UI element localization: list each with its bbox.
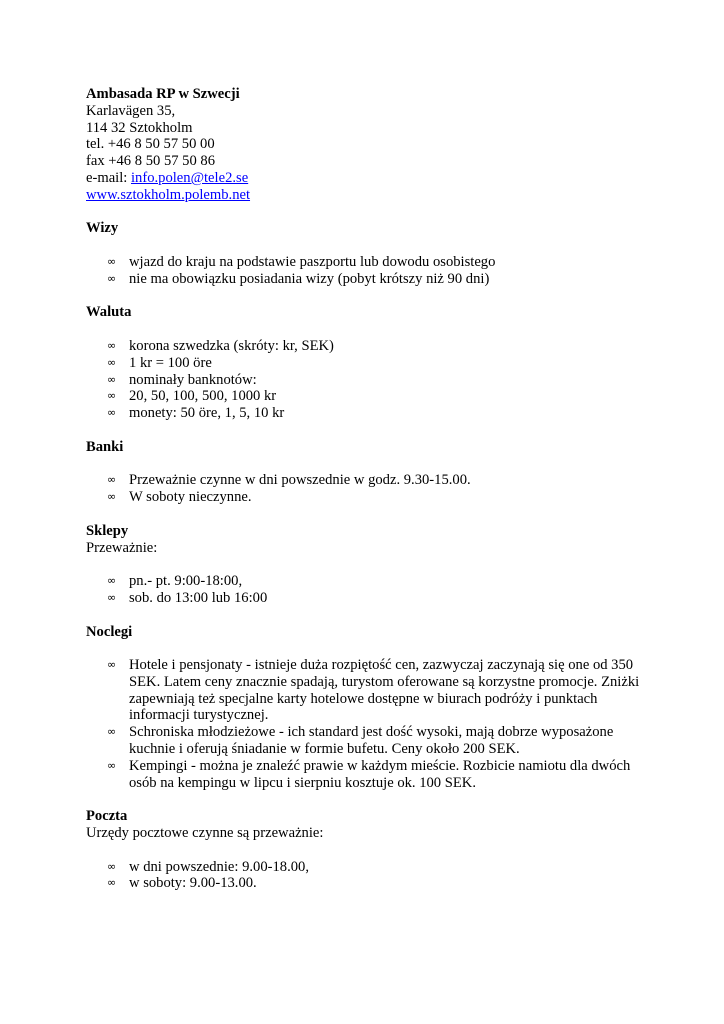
section-banki xyxy=(86,439,646,506)
list-item xyxy=(86,875,646,892)
list-item-text: nominały banknotów: xyxy=(129,371,257,388)
bullet-icon: ∞ xyxy=(107,658,117,672)
list-item xyxy=(86,271,646,288)
bullet-icon: ∞ xyxy=(107,254,117,268)
list-item xyxy=(86,254,646,271)
section-heading-poczta: Poczta xyxy=(86,808,128,825)
section-sklepy xyxy=(86,523,646,607)
bullet-icon: ∞ xyxy=(107,725,117,739)
section-intro-sklepy: Przeważnie: xyxy=(86,539,158,556)
bullet-icon: ∞ xyxy=(107,355,117,369)
list-item-text: pn.- pt. 9:00-18:00, xyxy=(129,573,243,590)
section-intro-poczta: Urzędy pocztowe czynne są przeważnie: xyxy=(86,825,324,842)
list-sklepy xyxy=(86,573,646,607)
list-item xyxy=(86,472,646,489)
bullet-icon: ∞ xyxy=(107,876,117,890)
section-heading-banki: Banki xyxy=(86,438,124,455)
section-heading-wizy: Wizy xyxy=(86,220,119,237)
list-item-text: w soboty: 9.00-13.00. xyxy=(129,875,257,892)
list-item-text: 20, 50, 100, 500, 1000 kr xyxy=(129,388,277,405)
list-item-text: korona szwedzka (skróty: kr, SEK) xyxy=(129,337,334,354)
list-item xyxy=(86,859,646,876)
list-item xyxy=(86,338,646,355)
city-address: 114 32 Sztokholm xyxy=(86,119,193,136)
list-item-text: wjazd do kraju na podstawie paszportu lub dowodu osobistego xyxy=(129,253,496,270)
section-waluta xyxy=(86,304,646,422)
list-item xyxy=(86,489,646,506)
list-item-text: Hotele i pensjonaty - istnieje duża rozpiętość cen, zazwyczaj zaczynają się one od 350 SEK. Latem ceny znacznie spadają, turystom oferowane są korzystne promocje. Zniżki zapewniają też specjalne karty hotelowe dostępne w biurach podróży i punktach informacji turystycznej. xyxy=(129,657,640,724)
bullet-icon: ∞ xyxy=(107,271,117,285)
section-wizy xyxy=(86,220,646,287)
list-poczta xyxy=(86,859,646,893)
section-heading-waluta: Waluta xyxy=(86,304,132,321)
website-line xyxy=(86,187,646,204)
list-item-text: 1 kr = 100 öre xyxy=(129,354,212,371)
list-item xyxy=(86,758,646,792)
section-heading-sklepy: Sklepy xyxy=(86,522,129,539)
embassy-name: Ambasada RP w Szwecji xyxy=(86,86,240,102)
phone-number: tel. +46 8 50 57 50 00 xyxy=(86,136,215,153)
bullet-icon: ∞ xyxy=(107,758,117,772)
contact-block xyxy=(86,86,646,204)
list-item xyxy=(86,372,646,389)
email-link[interactable]: info.polen@tele2.se xyxy=(130,169,249,186)
list-item xyxy=(86,355,646,372)
list-banki xyxy=(86,472,646,506)
website-link[interactable]: www.sztokholm.polemb.net xyxy=(86,186,251,203)
list-item xyxy=(86,657,646,724)
section-heading-noclegi: Noclegi xyxy=(86,623,133,640)
list-item-text: monety: 50 öre, 1, 5, 10 kr xyxy=(129,405,285,422)
list-item xyxy=(86,590,646,607)
email-label: e-mail: xyxy=(86,169,131,186)
bullet-icon: ∞ xyxy=(107,590,117,604)
list-item xyxy=(86,573,646,590)
list-item xyxy=(86,388,646,405)
bullet-icon: ∞ xyxy=(107,490,117,504)
bullet-icon: ∞ xyxy=(107,338,117,352)
bullet-icon: ∞ xyxy=(107,574,117,588)
bullet-icon: ∞ xyxy=(107,372,117,386)
list-waluta xyxy=(86,338,646,422)
list-item-text: Kempingi - można je znaleźć prawie w każdym mieście. Rozbicie namiotu dla dwóch osób na kempingu w lipcu i sierpniu kosztuje ok. 100 SEK. xyxy=(129,757,631,791)
list-item xyxy=(86,405,646,422)
section-noclegi xyxy=(86,624,646,792)
list-item xyxy=(86,724,646,758)
bullet-icon: ∞ xyxy=(107,473,117,487)
list-item-text: w dni powszednie: 9.00-18.00, xyxy=(129,858,309,875)
bullet-icon: ∞ xyxy=(107,406,117,420)
section-poczta xyxy=(86,808,646,892)
list-item-text: W soboty nieczynne. xyxy=(129,489,252,506)
list-item-text: nie ma obowiązku posiadania wizy (pobyt krótszy niż 90 dni) xyxy=(129,270,490,287)
document-page xyxy=(86,86,646,892)
list-noclegi xyxy=(86,657,646,791)
list-item-text: Przeważnie czynne w dni powszednie w godz. 9.30-15.00. xyxy=(129,472,471,489)
list-wizy xyxy=(86,254,646,288)
list-item-text: Schroniska młodzieżowe - ich standard jest dość wysoki, mają dobrze wyposażone kuchnie i oferują śniadanie w formie bufetu. Ceny około 200 SEK. xyxy=(129,724,614,758)
bullet-icon: ∞ xyxy=(107,389,117,403)
fax-number: fax +46 8 50 57 50 86 xyxy=(86,153,216,170)
email-line xyxy=(86,170,646,187)
street-address: Karlavägen 35, xyxy=(86,102,176,119)
list-item-text: sob. do 13:00 lub 16:00 xyxy=(129,589,268,606)
bullet-icon: ∞ xyxy=(107,859,117,873)
